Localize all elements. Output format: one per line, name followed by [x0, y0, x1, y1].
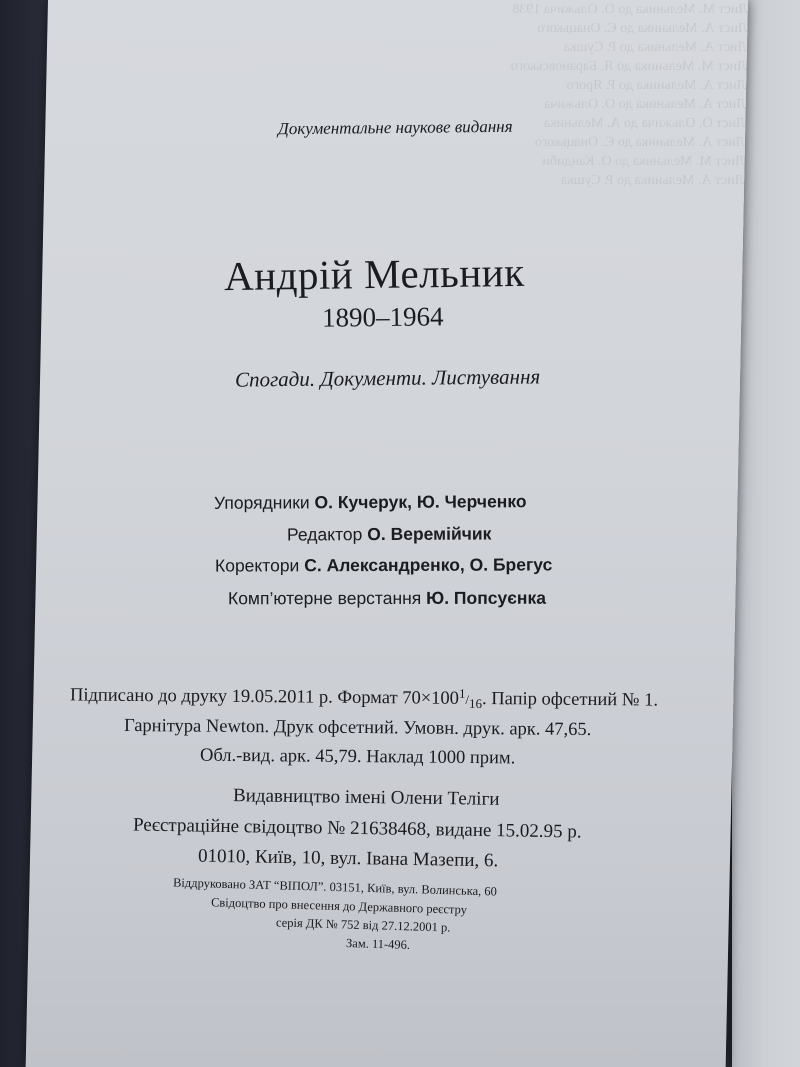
book-title-author: Андрій Мельник [223, 248, 525, 300]
credit-proofreaders-names: С. Александренко, О. Брегус [304, 554, 553, 576]
imprint-line-1-suffix: . Папір офсетний № 1. [481, 689, 659, 711]
credit-layout-label: Комп’ютерне верстання [227, 587, 422, 609]
document-type: Документальне наукове видання [277, 116, 513, 139]
credit-compilers [214, 491, 527, 514]
credit-proofreaders [215, 554, 552, 576]
credit-layout-name: Ю. Попсуєнка [426, 587, 546, 608]
imprint-line-2: Гарнітура Newton. Друк офсетний. Умовн. друк. арк. 47,65. [123, 715, 592, 741]
life-years: 1890–1964 [321, 301, 444, 333]
credit-compilers-names: О. Кучерук, Ю. Черченко [314, 491, 527, 513]
credit-proofreaders-label: Коректори [214, 555, 300, 576]
format-numerator: 1 [458, 685, 466, 701]
printer-line-1: Віддруковано ЗАТ “ВІПОЛ”. 03151, Київ, вул. Волинська, 60 [172, 875, 498, 899]
publisher-registration: Реєстраційне свідоцтво № 21638468, видане 15.02.95 р. [132, 814, 582, 843]
printer-line-3: серія ДК № 752 від 27.12.2001 р. [275, 915, 451, 935]
credit-layout [228, 588, 546, 610]
imprint-line-1 [70, 685, 658, 711]
show-through-text: Лист М. Мельника до О. Ольжича 1938 Лист А. Мельника до Є. Онацького Лист А. Мельника до Р. Сушка Лист М. Мельника до Я. Барановського Лист А. Мельника до Р. Ярого Лист А. Мельника до О. Ольжича Лист О. Ольжича до А. Мельника Лист А. Мельника до Є. Онацького Лист М. Мельника до О. Кандиби Лист А. Мельника до Р. Сушка [510, 2, 748, 188]
printer-line-2: Свідоцтво про внесення до Державного реєстру [210, 895, 468, 917]
publisher-name: Видавництво імені Олени Теліги [232, 785, 500, 810]
format-fraction: 1/16 [458, 685, 483, 712]
publisher-address: 01010, Київ, 10, вул. Івана Мазепи, 6. [197, 845, 499, 872]
imprint-line-3: Обл.-вид. арк. 45,79. Наклад 1000 прим. [199, 745, 516, 769]
credit-compilers-label: Упорядники [213, 492, 310, 513]
credit-editor [287, 523, 491, 545]
format-denominator: 16 [468, 695, 483, 712]
book-subtitle: Спогади. Документи. Листування [234, 364, 541, 392]
credit-editor-name: О. Веремійчик [367, 523, 492, 545]
printer-order-number: Зам. 11-496. [345, 936, 411, 952]
credit-editor-label: Редактор [286, 524, 363, 545]
imprint-line-1-prefix: Підписано до друку 19.05.2011 р. Формат 70×100 [69, 685, 460, 709]
